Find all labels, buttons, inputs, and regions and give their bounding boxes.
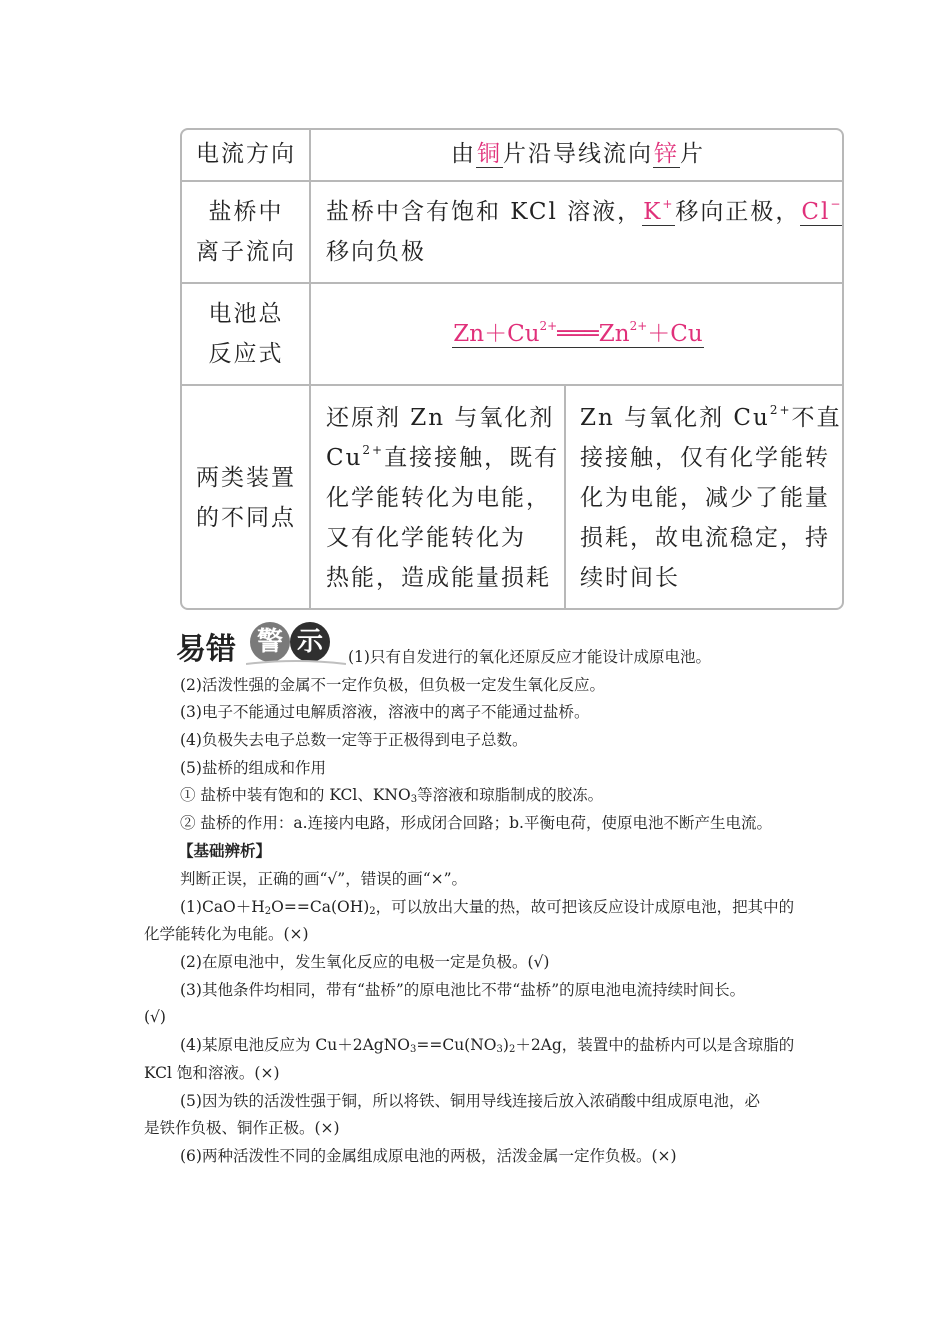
row-divider (182, 384, 844, 386)
basics-instruction: 判断正误，正确的画“√”，错误的画“×”。 (180, 870, 468, 888)
row-label-total-reaction: 电池总 反应式 (208, 301, 284, 367)
question-5-continued: 是铁作负极、铜作正极。(×) (144, 1119, 340, 1137)
comparison-table (180, 128, 844, 610)
warning-badge-1: 警 (250, 622, 290, 662)
note-2: (2)活泼性强的金属不一定作负极，但负极一定发生氧化反应。 (180, 676, 605, 694)
row-divider (182, 282, 844, 284)
zinc-keyword: 锌 (654, 141, 679, 167)
basics-heading: 【基础辨析】 (178, 841, 272, 860)
question-6: (6)两种活泼性不同的金属组成原电池的两极，活泼金属一定作负极。(×) (180, 1147, 677, 1165)
difference-with-salt-bridge: Zn 与氧化剂 $Cu^{2+}$不直 接接触，仅有化学能转 化为电能，减少了能量 损耗，故电流稳定，持 续时间长 (580, 403, 842, 591)
difference-without-salt-bridge: 还原剂 Zn 与氧化剂 $Cu^{2+}$直接接触，既有 化学能转化为电能， 又有化学能转化为 热能，造成能量损耗 (326, 405, 560, 591)
chloride-ion: Cl− (801, 197, 843, 225)
row-label-current-direction: 电流方向 (196, 141, 296, 167)
question-1-continued: 化学能转化为电能。(×) (144, 925, 309, 943)
ion-flow-content: 盐桥中含有饱和 KCl 溶液，K+移向正极，Cl− 移向负极 (326, 197, 843, 265)
note-5: (5)盐桥的组成和作用 (180, 759, 326, 777)
swoosh-decoration (246, 658, 346, 666)
question-3: (3)其他条件均相同，带有“盐桥”的原电池比不带“盐桥”的原电池电流持续时间长。 (180, 981, 746, 999)
potassium-ion: K+ (643, 197, 675, 225)
question-2: (2)在原电池中，发生氧化反应的电极一定是负极。(√) (180, 953, 550, 971)
row-divider (182, 180, 844, 182)
question-4: (4)某原电池反应为 $Cu+2AgNO_3==Cu(NO_3)_2+2Ag$，装置中的盐桥内可以是含琼脂的 (180, 1036, 795, 1055)
question-1: $(1)CaO+H_2O==Ca(OH)_2$，可以放出大量的热，故可把该反应设计成原电池，把其中的 (180, 898, 795, 917)
row-label-ion-flow: 盐桥中 离子流向 (196, 199, 296, 265)
warning-badge-2: 示 (290, 622, 330, 662)
current-direction-content: 由铜片沿导线流向锌片 (451, 141, 705, 167)
copper-keyword: 铜 (477, 141, 502, 167)
question-4-continued: KCl 饱和溶液。(×) (144, 1064, 280, 1082)
column-divider-inner (564, 384, 566, 610)
question-3-continued: (√) (144, 1008, 166, 1026)
note-3: (3)电子不能通过电解质溶液，溶液中的离子不能通过盐桥。 (180, 703, 590, 721)
total-reaction-equation: $Zn+Cu^{2+}═══Zn^{2+}+Cu$ (453, 319, 703, 347)
note-7: ② 盐桥的作用：a.连接内电路，形成闭合回路；b.平衡电荷，使原电池不断产生电流。 (180, 814, 772, 832)
warning-title: 易错 (176, 632, 236, 667)
note-1: (1)只有自发进行的氧化还原反应才能设计成原电池。 (348, 648, 711, 666)
note-4: (4)负极失去电子总数一定等于正极得到电子总数。 (180, 731, 528, 749)
note-6: ① 盐桥中装有饱和的 KCl、$KNO_3$等溶液和琼脂制成的胶冻。 (180, 786, 604, 805)
row-label-differences: 两类装置 的不同点 (196, 465, 296, 531)
question-5: (5)因为铁的活泼性强于铜，所以将铁、铜用导线连接后放入浓硝酸中组成原电池，必 (180, 1092, 760, 1110)
